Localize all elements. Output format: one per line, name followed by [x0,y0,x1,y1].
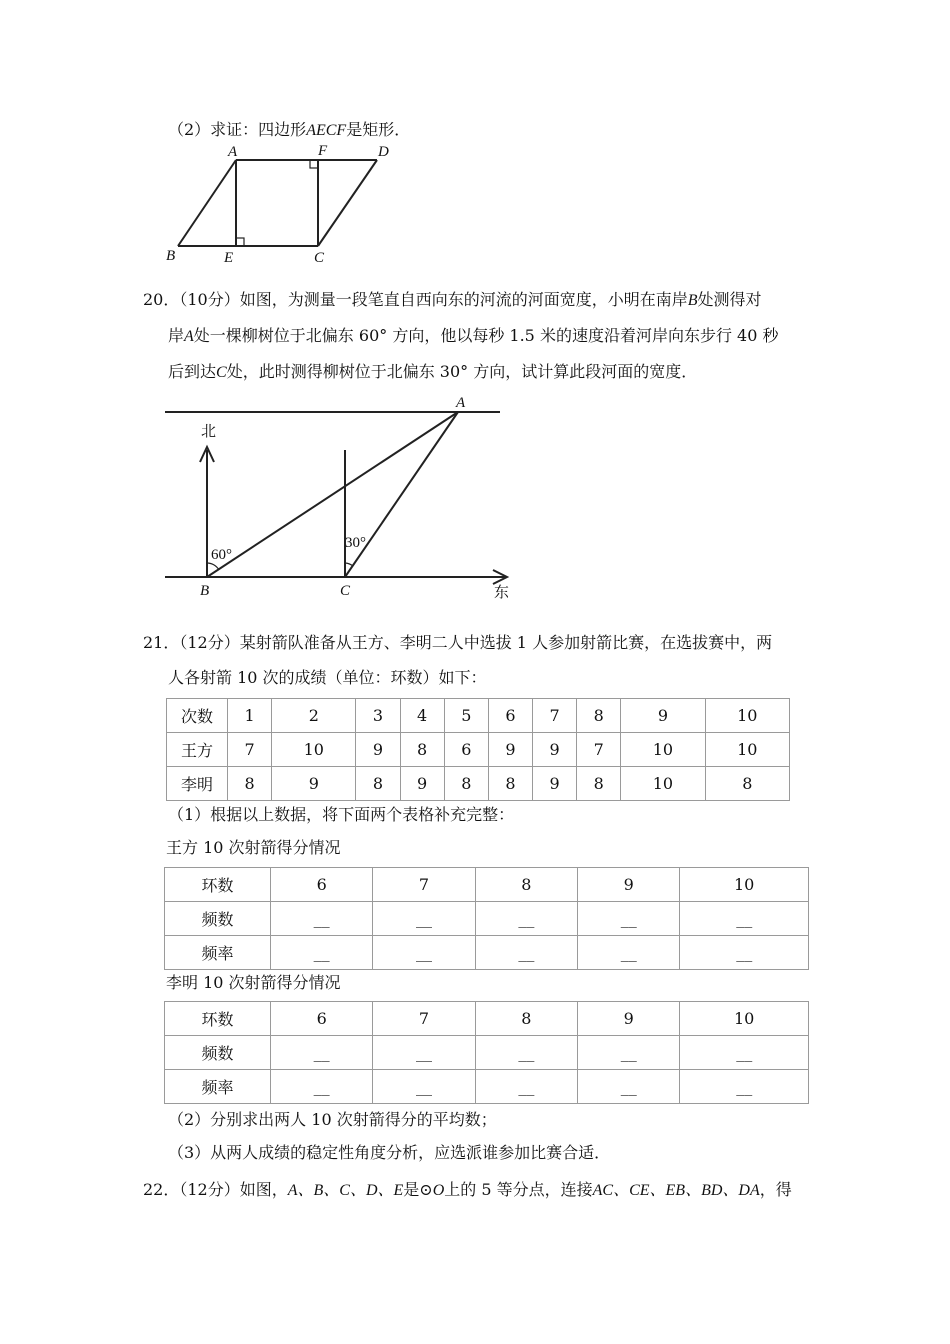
q21-table-li-title: 李明 10 次射箭得分情况 [166,973,341,992]
q19-label-c: C [314,250,325,266]
q22-chords: AC、CE、EB、BD、DA [592,1182,760,1199]
q22-mid1: 是⊙ [403,1180,433,1199]
blank-cell: __ [271,1070,373,1104]
q20-line3 [168,362,697,383]
q19-parallelogram-figure [150,140,410,270]
q20-line3-var: C [216,364,227,381]
table-cell: 频数 [165,1036,271,1070]
q19-side-dc [318,160,377,246]
table-cell: 9 [533,733,577,767]
blank-cell: __ [578,1070,680,1104]
q20-north-label: 北 [201,424,217,440]
q21-wang-freq-table [164,867,809,970]
table-cell: 7 [373,1002,475,1036]
q20-line2-rest: 处一棵柳树位于北偏东 60° 方向，他以每秒 1.5 米的速度沿着河岸向东步行 40 秒 [193,326,779,345]
table-cell: 3 [356,699,400,733]
q20-river-figure [160,392,520,608]
blank-cell: __ [475,902,577,936]
table-cell: 5 [444,699,488,733]
table-row [167,699,790,733]
q20-east-label: 东 [494,585,510,601]
table-cell: 7 [577,733,621,767]
q22-circle-var: O [432,1182,445,1199]
table-cell: 9 [272,767,356,801]
q19-part2-var: AECF [306,122,347,139]
table-cell: 8 [577,767,621,801]
q21-line2: 人各射箭 10 次的成绩（单位：环数）如下： [168,668,487,687]
table-cell: 频率 [165,1070,271,1104]
q19-part2-prefix: （2）求证：四边形 [168,120,307,139]
q20-line2-var: A [184,328,194,345]
blank-cell: __ [475,1036,577,1070]
table-cell: 7 [228,733,272,767]
table-cell: 8 [444,767,488,801]
q19-part2 [168,120,410,141]
q19-label-a: A [228,144,238,160]
q20-line3-rest: 处，此时测得柳树位于北偏东 30° 方向，试计算此段河面的宽度． [226,362,698,381]
table-cell: 2 [272,699,356,733]
table-cell: 10 [705,699,789,733]
blank-cell: __ [271,936,373,970]
table-cell: 10 [621,767,705,801]
q19-right-angle-e [236,238,244,246]
q19-label-f: F [318,143,328,159]
table-cell: 王方 [167,733,228,767]
q20-seg-ca [345,412,458,577]
q20-line3-a: 后到达 [168,362,217,381]
q20-label-c: C [340,583,351,599]
q20-label-b: B [200,583,210,599]
q19-label-e: E [224,250,234,266]
table-row [165,1036,809,1070]
q19-label-b: B [166,248,176,264]
table-cell: 8 [475,1002,577,1036]
table-cell: 10 [680,868,809,902]
table-cell: 6 [444,733,488,767]
table-cell: 8 [228,767,272,801]
blank-cell: __ [680,1036,809,1070]
q19-part2-suffix: 是矩形． [346,120,411,139]
q22-mid2: 上的 5 等分点，连接 [444,1180,593,1199]
table-row [167,733,790,767]
table-cell: 8 [475,868,577,902]
q20-angle-label-c: 30° [345,535,366,551]
table-cell: 8 [705,767,789,801]
blank-cell: __ [680,902,809,936]
q21-line1: 21．（12分）某射箭队准备从王方、李明二人中选拔 1 人参加射箭比赛，在选拔赛中，两 [143,633,773,652]
table-row [165,1070,809,1104]
q20-line1-text: 20．（10分）如图，为测量一段笔直自西向东的河流的河面宽度，小明在南岸 [143,290,688,309]
q22-vars: A、B、C、D、E [287,1182,404,1199]
table-row [165,1002,809,1036]
q20-line1-end: 处测得对 [697,290,762,309]
table-cell: 8 [488,767,532,801]
table-cell: 9 [621,699,705,733]
table-row [167,767,790,801]
q20-line1-var: B [687,292,698,309]
table-cell: 9 [533,767,577,801]
table-cell: 9 [578,1002,680,1036]
q20-label-a: A [456,395,466,411]
table-cell: 次数 [167,699,228,733]
table-cell: 6 [271,868,373,902]
table-row [165,936,809,970]
table-cell: 7 [533,699,577,733]
blank-cell: __ [680,936,809,970]
table-cell: 8 [356,767,400,801]
q20-angle-label-b: 60° [211,547,232,563]
table-row [165,868,809,902]
q22-suffix: ，得 [759,1180,792,1199]
table-cell: 环数 [165,1002,271,1036]
table-cell: 李明 [167,767,228,801]
q21-part1: （1）根据以上数据，将下面两个表格补充完整： [168,805,515,824]
table-cell: 6 [488,699,532,733]
blank-cell: __ [373,1070,475,1104]
q21-part2: （2）分别求出两人 10 次射箭得分的平均数； [168,1110,497,1129]
table-cell: 10 [621,733,705,767]
q20-seg-ba [207,412,458,577]
q21-scores-table [166,698,790,801]
q21-part3: （3）从两人成绩的稳定性角度分析，应选派谁参加比赛合适． [168,1143,611,1162]
q22-line1 [143,1180,792,1201]
table-cell: 9 [400,767,444,801]
blank-cell: __ [373,1036,475,1070]
table-cell: 8 [577,699,621,733]
table-row [165,902,809,936]
blank-cell: __ [475,1070,577,1104]
table-cell: 6 [271,1002,373,1036]
blank-cell: __ [578,936,680,970]
q20-line2-a: 岸 [168,326,185,345]
table-cell: 9 [578,868,680,902]
table-cell: 10 [680,1002,809,1036]
blank-cell: __ [271,902,373,936]
table-cell: 频率 [165,936,271,970]
table-cell: 环数 [165,868,271,902]
q21-table-wang-title: 王方 10 次射箭得分情况 [166,838,341,857]
q20-line2 [168,326,778,347]
q19-right-angle-f [310,160,318,168]
q22-prefix: 22．（12分）如图， [143,1180,288,1199]
table-cell: 4 [400,699,444,733]
table-cell: 10 [272,733,356,767]
table-cell: 8 [400,733,444,767]
q20-line1 [143,290,762,311]
blank-cell: __ [373,902,475,936]
blank-cell: __ [680,1070,809,1104]
table-cell: 频数 [165,902,271,936]
blank-cell: __ [578,1036,680,1070]
q19-label-d: D [378,144,389,160]
q20-angle-arc-c [345,563,353,566]
blank-cell: __ [578,902,680,936]
table-cell: 10 [705,733,789,767]
table-cell: 1 [228,699,272,733]
blank-cell: __ [271,1036,373,1070]
q21-li-freq-table [164,1001,809,1104]
table-cell: 9 [488,733,532,767]
blank-cell: __ [373,936,475,970]
table-cell: 9 [356,733,400,767]
q20-angle-arc-b [207,563,219,570]
q19-side-ab [178,160,236,246]
table-cell: 7 [373,868,475,902]
blank-cell: __ [475,936,577,970]
